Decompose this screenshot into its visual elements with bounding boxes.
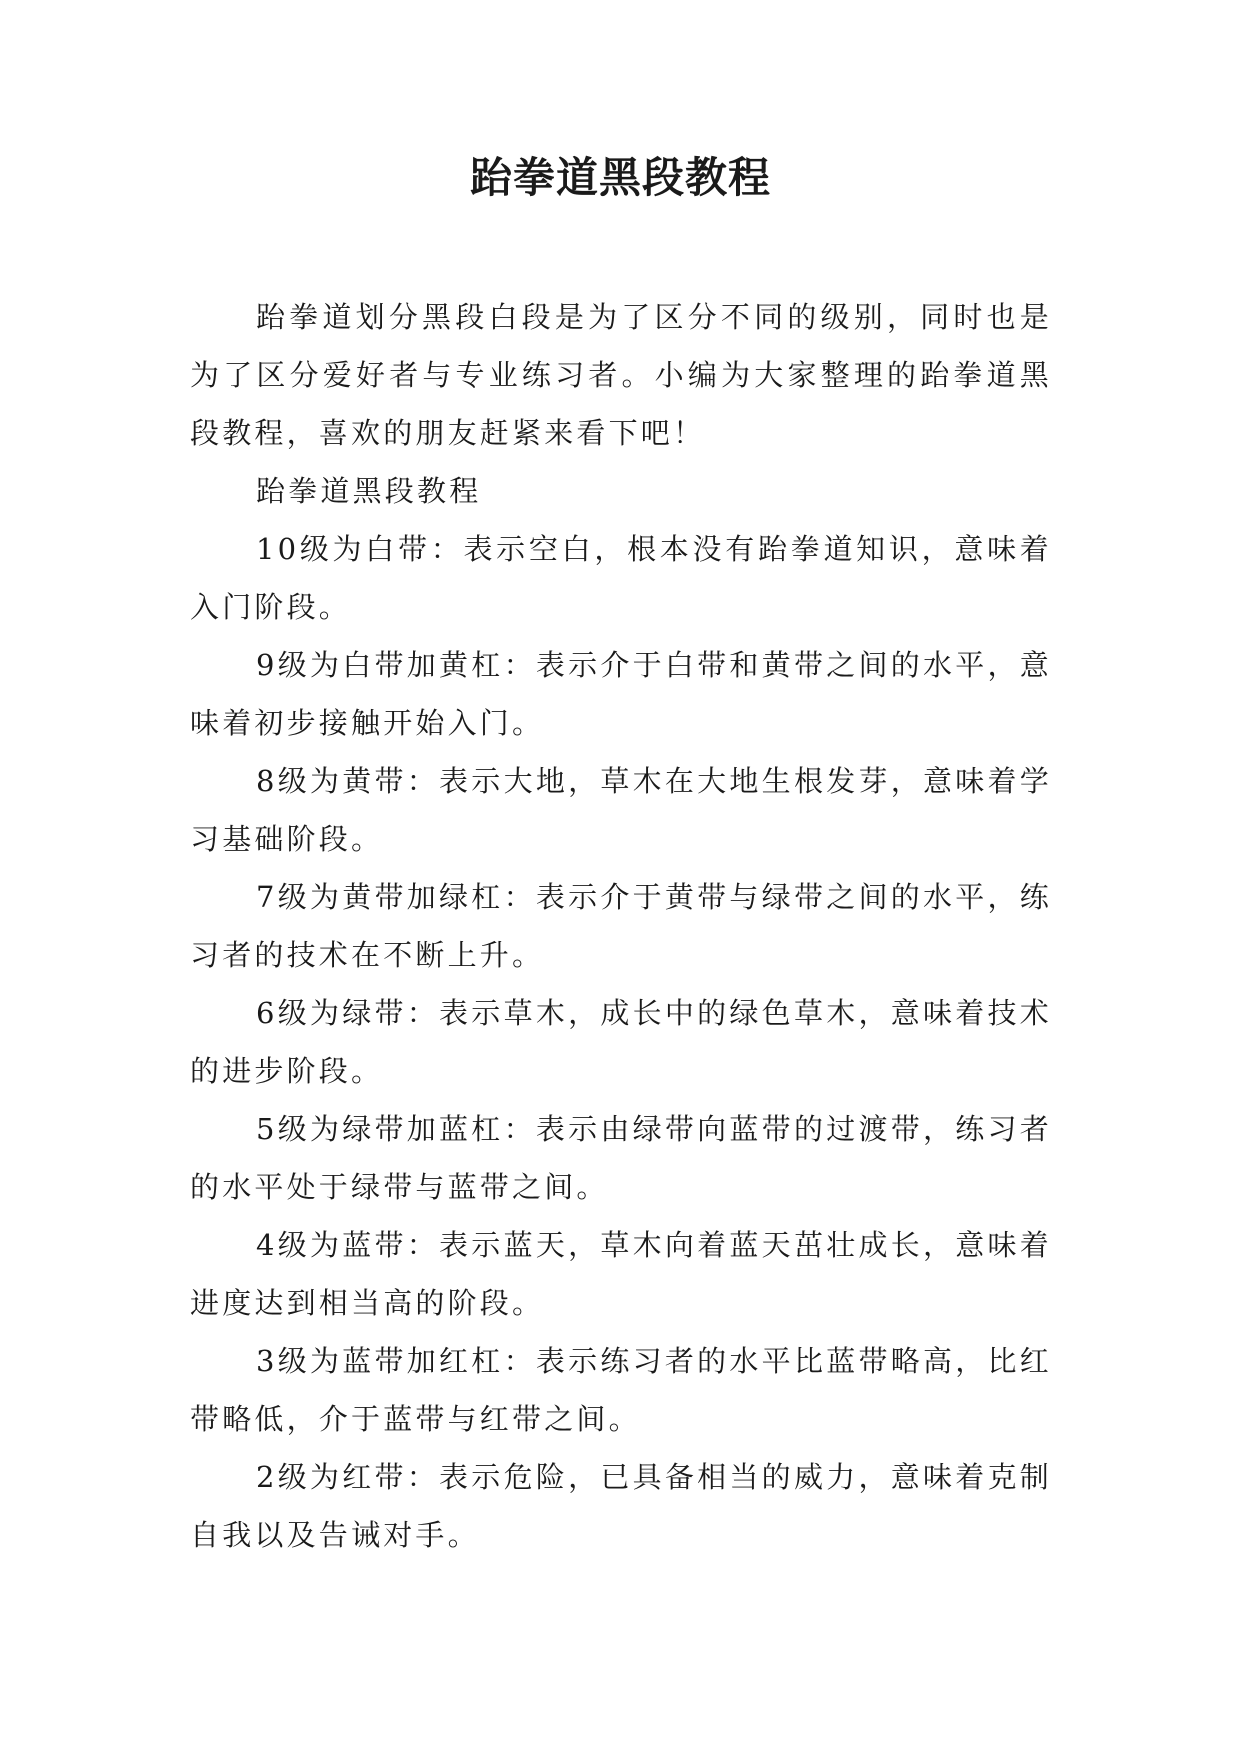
page-title: 跆拳道黑段教程 — [469, 153, 771, 202]
level-8-paragraph: 8级为黄带：表示大地，草木在大地生根发芽，意味着学习基础阶段。 — [190, 764, 1052, 856]
document-body — [190, 288, 1052, 1564]
level-9-paragraph: 9级为白带加黄杠：表示介于白带和黄带之间的水平，意味着初步接触开始入门。 — [190, 648, 1052, 740]
level-10-paragraph: 10级为白带：表示空白，根本没有跆拳道知识，意味着入门阶段。 — [190, 532, 1052, 624]
level-5-paragraph: 5级为绿带加蓝杠：表示由绿带向蓝带的过渡带，练习者的水平处于绿带与蓝带之间。 — [190, 1112, 1052, 1204]
section-heading: 跆拳道黑段教程 — [256, 474, 482, 508]
level-7-paragraph: 7级为黄带加绿杠：表示介于黄带与绿带之间的水平，练习者的技术在不断上升。 — [190, 880, 1052, 972]
level-4-paragraph: 4级为蓝带：表示蓝天，草木向着蓝天茁壮成长，意味着进度达到相当高的阶段。 — [190, 1228, 1052, 1320]
level-6-paragraph: 6级为绿带：表示草木，成长中的绿色草木，意味着技术的进步阶段。 — [190, 996, 1052, 1088]
level-2-paragraph: 2级为红带：表示危险，已具备相当的威力，意味着克制自我以及告诫对手。 — [190, 1460, 1052, 1552]
intro-paragraph: 跆拳道划分黑段白段是为了区分不同的级别，同时也是为了区分爱好者与专业练习者。小编为大家整理的跆拳道黑段教程，喜欢的朋友赶紧来看下吧！ — [190, 300, 1052, 450]
level-3-paragraph: 3级为蓝带加红杠：表示练习者的水平比蓝带略高，比红带略低，介于蓝带与红带之间。 — [190, 1344, 1052, 1436]
